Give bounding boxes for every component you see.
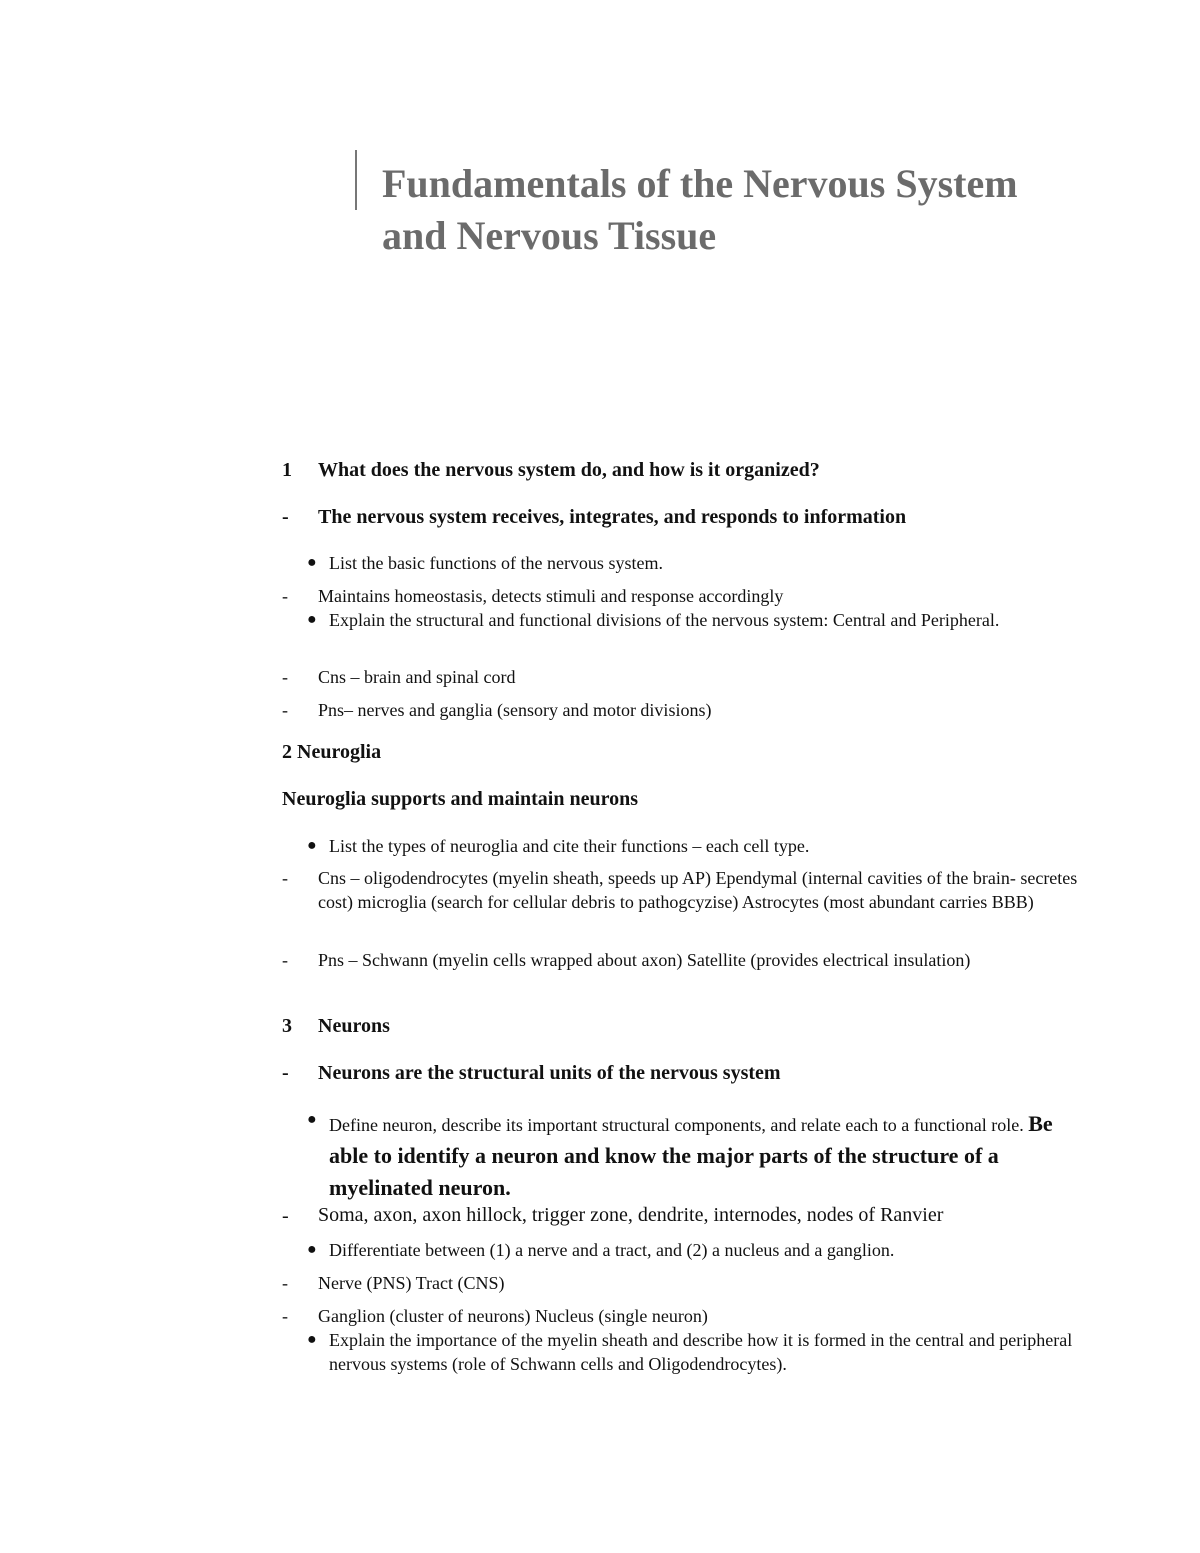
bullet-text: Define neuron, describe its important structural components, and relate each to a functional role. — [329, 1115, 1024, 1135]
section-number: 1 — [282, 459, 292, 481]
bullet-item — [305, 608, 1129, 632]
subheading-text: The nervous system receives, integrates, and responds to information — [318, 506, 907, 528]
note-text: Cns – oligodendrocytes (myelin sheath, speeds up AP) Ependymal (internal cavities of the brain- secretes cost) microglia (search for cellular debris to pathogcyzise) Astrocytes (most abundant carries BBB) — [318, 868, 1078, 912]
bullet-item — [305, 1328, 1129, 1376]
bullet-text: Explain the structural and functional divisions of the nervous system: Central and Peripheral. — [329, 610, 1000, 630]
dash-marker: - — [282, 1205, 289, 1227]
bullet-text: List the basic functions of the nervous system. — [329, 553, 663, 573]
note-text: Nerve (PNS) Tract (CNS) — [318, 1273, 505, 1293]
dash-marker: - — [282, 506, 289, 528]
subheading-text: Neurons are the structural units of the nervous system — [318, 1062, 781, 1084]
bullet-icon: ● — [307, 611, 317, 628]
bullet-icon: ● — [307, 1331, 317, 1348]
bullet-item — [305, 834, 1129, 858]
note-text: Maintains homeostasis, detects stimuli and response accordingly — [318, 586, 784, 606]
dash-marker: - — [282, 1273, 288, 1293]
dash-marker: - — [282, 700, 288, 720]
title-rule — [355, 150, 357, 210]
dash-marker: - — [282, 586, 288, 606]
note-text: Pns – Schwann (myelin cells wrapped about axon) Satellite (provides electrical insulation) — [318, 950, 971, 970]
emphasis-text: Be able to identify a neuron and know the major parts of the structure of a myelinated neuron. — [329, 1111, 1053, 1200]
bullet-icon: ● — [307, 1111, 317, 1128]
dash-marker: - — [282, 667, 288, 687]
dash-marker: - — [282, 868, 288, 888]
dash-marker: - — [282, 950, 288, 970]
bullet-icon: ● — [307, 554, 317, 571]
bullet-text: List the types of neuroglia and cite their functions – each cell type. — [329, 836, 810, 856]
bullet-icon: ● — [307, 837, 317, 854]
section-number: 3 — [282, 1015, 292, 1037]
dash-marker: - — [282, 1306, 288, 1326]
bullet-text: Differentiate between (1) a nerve and a tract, and (2) a nucleus and a ganglion. — [329, 1240, 895, 1260]
section-heading-text: Neurons — [318, 1015, 390, 1037]
section-2-heading: 2 Neuroglia — [282, 741, 382, 763]
note-text: Soma, axon, axon hillock, trigger zone, dendrite, internodes, nodes of Ranvier — [318, 1204, 944, 1226]
bullet-item — [305, 1238, 1129, 1262]
bullet-icon: ● — [307, 1241, 317, 1258]
bullet-item — [305, 551, 1129, 575]
note-text: Ganglion (cluster of neurons) Nucleus (single neuron) — [318, 1306, 708, 1326]
bullet-text: Explain the importance of the myelin sheath and describe how it is formed in the central and peripheral nervous systems (role of Schwann cells and Oligodendrocytes). — [329, 1330, 1073, 1374]
note-text: Pns– nerves and ganglia (sensory and motor divisions) — [318, 700, 712, 720]
section-2-subheading: Neuroglia supports and maintain neurons — [282, 788, 639, 810]
section-heading-text: What does the nervous system do, and how is it organized? — [318, 459, 820, 481]
note-text: Cns – brain and spinal cord — [318, 667, 516, 687]
dash-marker: - — [282, 1062, 289, 1084]
bullet-item — [305, 1108, 1069, 1204]
page-title: Fundamentals of the Nervous System and Nervous Tissue — [382, 161, 1018, 258]
